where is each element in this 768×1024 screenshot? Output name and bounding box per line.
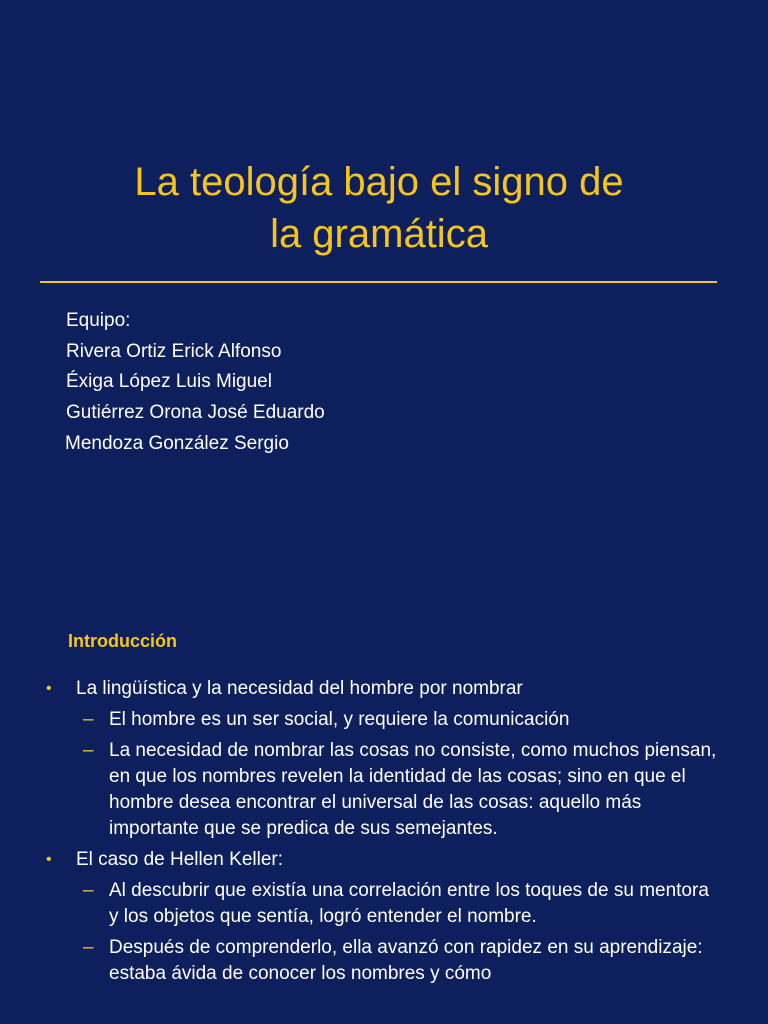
team-member: Éxiga López Luis Miguel [66, 371, 272, 392]
team-label: Equipo: [66, 310, 131, 331]
bullet-item [0, 676, 768, 702]
sub-bullet-item [0, 738, 768, 842]
dash-icon: – [83, 709, 94, 730]
title-divider [40, 281, 717, 283]
bullet-icon: • [46, 680, 52, 697]
bullet-text: El caso de Hellen Keller: [76, 849, 283, 870]
team-member: Rivera Ortiz Erick Alfonso [66, 340, 282, 362]
team-member: Mendoza González Sergio [65, 433, 289, 454]
sub-bullet-text: Después de comprenderlo, ella avanzó con rapidez en su aprendizaje: estaba ávida de conocer los nombres y cómo [109, 937, 703, 984]
dash-icon: – [83, 937, 94, 958]
slide-title-line-2: la gramática [270, 212, 488, 256]
slide-title [40, 156, 718, 260]
sub-bullet-item [0, 707, 768, 733]
slide-title-line-1: La teología bajo el signo de [134, 160, 624, 204]
sub-bullet-item [0, 878, 768, 930]
team-member: Gutiérrez Orona José Eduardo [66, 401, 325, 423]
sub-bullet-item [0, 935, 768, 987]
dash-icon: – [83, 740, 94, 761]
sub-bullet-text: El hombre es un ser social, y requiere la comunicación [109, 709, 570, 730]
intro-heading: Introducción [68, 631, 177, 651]
dash-icon: – [83, 880, 94, 901]
sub-bullet-text: La necesidad de nombrar las cosas no consiste, como muchos piensan, en que los nombres revelen la identidad de las cosas; sino en que el hombre desea encontrar el universal de las cosas: aquello más importante que se predica de sus semejantes. [109, 740, 717, 839]
bullet-icon: • [46, 851, 52, 868]
bullet-list [0, 676, 768, 992]
bullet-text: La lingüística y la necesidad del hombre por nombrar [76, 678, 523, 699]
sub-bullet-text: Al descubrir que existía una correlación entre los toques de su mentora y los objetos que sentía, logró entender el nombre. [109, 880, 709, 927]
bullet-item [0, 847, 768, 873]
team-list [66, 306, 325, 460]
